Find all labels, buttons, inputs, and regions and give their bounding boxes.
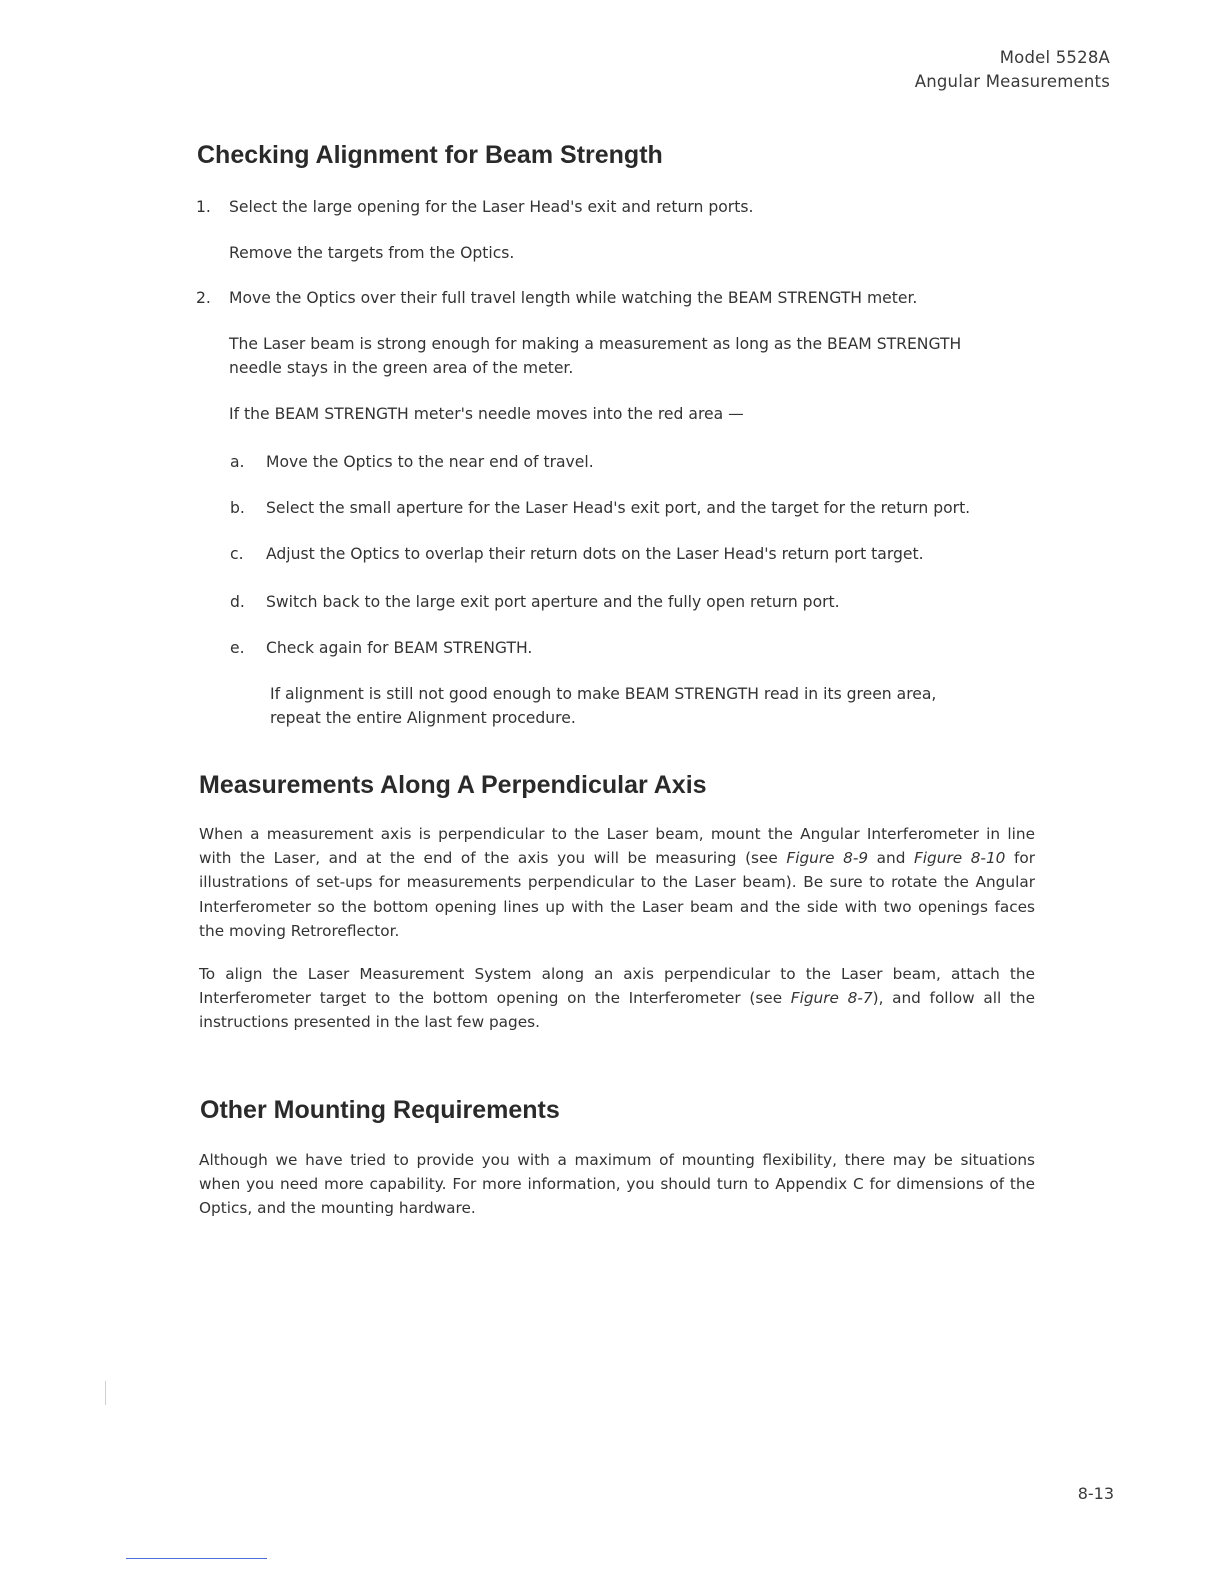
paragraph-text: for illustrations of set-ups for measurements perpendicular to the Laser beam). Be sure to rotate the Angular Interferometer so the bottom opening lines up with the Laser beam and the side with two openings faces the moving Retroreflector. — [199, 849, 1036, 940]
step-1-number: 1. — [196, 198, 211, 216]
substep-letter: c. — [230, 545, 244, 563]
step-2-text: Move the Optics over their full travel length while watching the BEAM STRENGTH meter. — [229, 289, 918, 307]
paragraph-text: ), and follow all the instructions presented in the last few pages. — [199, 989, 1035, 1032]
step-2-note-line-2: needle stays in the green area of the meter. — [229, 359, 574, 377]
substep-letter: a. — [230, 453, 245, 471]
figure-reference: Figure 8-9 — [786, 849, 869, 868]
page-number: 8-13 — [1077, 1484, 1114, 1503]
bottom-rule — [126, 1558, 267, 1559]
section-title-perpendicular-axis: Measurements Along A Perpendicular Axis — [199, 771, 707, 799]
step-2-note-line-1: The Laser beam is strong enough for making a measurement as long as the BEAM STRENGTH — [229, 335, 962, 353]
substep-letter: e. — [230, 639, 245, 657]
header-section: Angular Measurements — [914, 72, 1110, 91]
section-title-beam-strength: Checking Alignment for Beam Strength — [197, 141, 663, 169]
section-title-mounting: Other Mounting Requirements — [200, 1096, 560, 1124]
scan-mark — [105, 1381, 106, 1405]
running-header — [915, 46, 1110, 94]
substep-text: Adjust the Optics to overlap their return dots on the Laser Head's return port target. — [266, 545, 924, 563]
substep-letter: b. — [230, 499, 245, 517]
figure-reference: Figure 8-7 — [790, 989, 873, 1008]
substep-text: Switch back to the large exit port aperture and the fully open return port. — [266, 593, 840, 611]
step-2-red-area-note: If the BEAM STRENGTH meter's needle moves into the red area — — [229, 405, 744, 423]
step-1-text: Select the large opening for the Laser Head's exit and return ports. — [229, 198, 754, 216]
substep-text: Move the Optics to the near end of travel. — [266, 453, 594, 471]
final-note-line-2: repeat the entire Alignment procedure. — [270, 709, 576, 727]
header-model: Model 5528A — [999, 48, 1110, 67]
paragraph-text: and — [868, 849, 914, 868]
substep-text: Select the small aperture for the Laser Head's exit port, and the target for the return port. — [266, 499, 971, 517]
final-note-line-1: If alignment is still not good enough to make BEAM STRENGTH read in its green area, — [270, 685, 937, 703]
figure-reference: Figure 8-10 — [913, 849, 1006, 868]
perpendicular-paragraph-1 — [199, 822, 1035, 943]
step-2-number: 2. — [196, 289, 211, 307]
paragraph-text: When a measurement axis is perpendicular to the Laser beam, mount the Angular Interferometer in line with the Laser, and at the end of the axis you will be measuring (see — [199, 825, 1035, 868]
step-1-note: Remove the targets from the Optics. — [229, 244, 515, 262]
paragraph-text: To align the Laser Measurement System along an axis perpendicular to the Laser beam, attach the Interferometer target to the bottom opening on the Interferometer (see — [199, 965, 1035, 1008]
perpendicular-paragraph-2 — [199, 962, 1035, 1035]
substep-text: Check again for BEAM STRENGTH. — [266, 639, 533, 657]
mounting-paragraph: Although we have tried to provide you with a maximum of mounting flexibility, there may be situations when you need more capability. For more information, you should turn to Appendix C for dimensions of the Optics, and the mounting hardware. — [199, 1151, 1035, 1218]
substep-letter: d. — [230, 593, 245, 611]
